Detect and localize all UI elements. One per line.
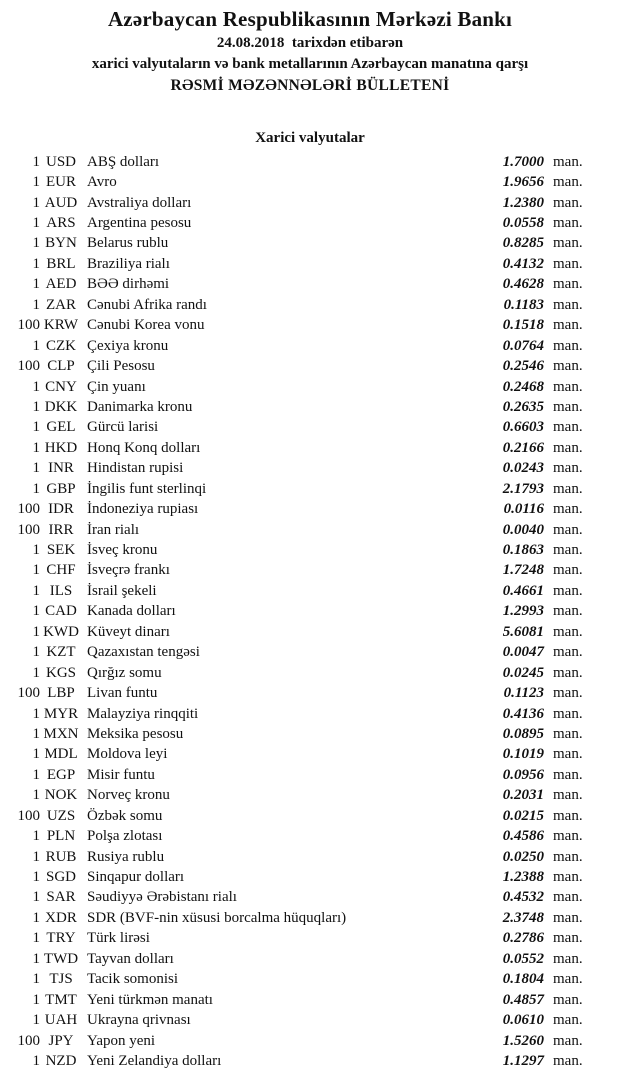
currency-name-cell: Tacik somonisi <box>87 971 179 988</box>
quantity-cell: 1 <box>32 439 40 456</box>
rate-cell: 1.7248 <box>502 562 544 579</box>
bank-title: Azərbaycan Respublikasının Mərkəzi Bankı <box>107 7 513 31</box>
rate-cell: 1.5260 <box>502 1032 544 1049</box>
rate-cell: 0.1863 <box>502 542 544 559</box>
currency-name-cell: İsrail şekeli <box>87 582 157 599</box>
rate-cell: 0.0610 <box>502 1012 544 1029</box>
rate-cell: 1.2380 <box>502 194 544 211</box>
table-row <box>0 622 620 642</box>
rate-cell: 0.0243 <box>502 460 544 477</box>
unit-cell: man. <box>553 930 583 947</box>
currency-name-cell: Qırğız somu <box>87 664 162 681</box>
table-row <box>0 520 620 540</box>
currency-code-cell: MDL <box>44 746 78 763</box>
currency-code-cell: NZD <box>45 1052 77 1069</box>
bulletin-header <box>0 0 620 96</box>
currency-name-cell: Cənubi Korea vonu <box>87 317 205 334</box>
unit-cell: man. <box>553 746 583 763</box>
rate-cell: 0.4132 <box>502 255 544 272</box>
rate-cell: 0.6603 <box>502 419 544 436</box>
unit-cell: man. <box>553 194 583 211</box>
table-row <box>0 438 620 458</box>
currency-name-cell: Hindistan rupisi <box>87 460 184 477</box>
currency-code-cell: TRY <box>46 930 76 947</box>
table-row <box>0 561 620 581</box>
currency-code-cell: PLN <box>46 828 76 845</box>
currency-code-cell: AUD <box>44 194 78 211</box>
quantity-cell: 1 <box>32 235 40 252</box>
table-row <box>0 683 620 703</box>
currency-code-cell: KWD <box>43 623 79 640</box>
quantity-cell: 100 <box>17 1032 40 1049</box>
currency-code-cell: DKK <box>44 398 78 415</box>
currency-code-cell: ILS <box>49 582 73 599</box>
table-row <box>0 193 620 213</box>
currency-code-cell: CNY <box>45 378 77 395</box>
table-row <box>0 724 620 744</box>
table-row <box>0 397 620 417</box>
rate-cell: 0.1804 <box>502 971 544 988</box>
rate-cell: 0.2468 <box>502 378 544 395</box>
table-row <box>0 213 620 233</box>
quantity-cell: 1 <box>32 766 40 783</box>
table-row <box>0 1010 620 1030</box>
unit-cell: man. <box>553 971 583 988</box>
currency-name-cell: Ukrayna qrivnası <box>87 1012 191 1029</box>
currency-name-cell: Sinqapur dolları <box>87 869 185 886</box>
unit-cell: man. <box>553 378 583 395</box>
rate-cell: 0.0116 <box>503 501 544 518</box>
rate-cell: 0.2166 <box>502 439 544 456</box>
currency-name-cell: Səudiyyə Ərəbistanı rialı <box>87 889 237 906</box>
table-row <box>0 234 620 254</box>
currency-name-cell: Özbək somu <box>87 807 163 824</box>
unit-cell: man. <box>553 787 583 804</box>
rate-cell: 1.2388 <box>502 869 544 886</box>
currency-code-cell: CZK <box>46 337 76 354</box>
quantity-cell: 100 <box>17 807 40 824</box>
quantity-cell: 1 <box>32 460 40 477</box>
rate-cell: 1.2993 <box>502 603 544 620</box>
currency-name-cell: İndoneziya rupiası <box>87 501 199 518</box>
currency-code-cell: USD <box>45 153 76 170</box>
rate-cell: 0.0956 <box>502 766 544 783</box>
table-row <box>0 540 620 560</box>
rate-cell: 0.1123 <box>503 685 544 702</box>
unit-cell: man. <box>553 276 583 293</box>
rate-cell: 0.2635 <box>502 398 544 415</box>
table-row <box>0 499 620 519</box>
currency-code-cell: ZAR <box>46 296 76 313</box>
quantity-cell: 1 <box>32 153 40 170</box>
unit-cell: man. <box>553 603 583 620</box>
currency-name-cell: Çili Pesosu <box>87 358 155 375</box>
currency-code-cell: AED <box>45 276 77 293</box>
unit-cell: man. <box>553 439 583 456</box>
currency-code-cell: KRW <box>43 317 79 334</box>
unit-cell: man. <box>553 889 583 906</box>
quantity-cell: 1 <box>32 848 40 865</box>
currency-code-cell: EUR <box>46 174 76 191</box>
currency-code-cell: TWD <box>43 950 79 967</box>
rate-cell: 2.3748 <box>502 909 544 926</box>
quantity-cell: 1 <box>32 398 40 415</box>
unit-cell: man. <box>553 685 583 702</box>
unit-cell: man. <box>553 705 583 722</box>
unit-cell: man. <box>553 480 583 497</box>
unit-cell: man. <box>553 153 583 170</box>
table-row <box>0 847 620 867</box>
quantity-cell: 1 <box>32 909 40 926</box>
currency-name-cell: SDR (BVF-nin xüsusi borcalma hüquqları) <box>87 909 347 926</box>
currency-name-cell: Livan funtu <box>87 685 158 702</box>
unit-cell: man. <box>553 398 583 415</box>
currency-name-cell: İsveç kronu <box>87 542 158 559</box>
currency-name-cell: Cənubi Afrika randı <box>87 296 207 313</box>
quantity-cell: 1 <box>32 378 40 395</box>
currency-name-cell: Honq Konq dolları <box>87 439 201 456</box>
currency-code-cell: HKD <box>44 439 78 456</box>
quantity-cell: 1 <box>32 603 40 620</box>
currency-name-cell: Yeni Zelandiya dolları <box>87 1052 222 1069</box>
unit-cell: man. <box>553 174 583 191</box>
currency-code-cell: SEK <box>46 542 76 559</box>
currency-name-cell: Moldova leyi <box>87 746 168 763</box>
rate-cell: 0.0047 <box>502 644 544 661</box>
rate-cell: 0.4136 <box>502 705 544 722</box>
unit-cell: man. <box>553 1032 583 1049</box>
currency-name-cell: ABŞ dolları <box>87 153 160 170</box>
table-row <box>0 888 620 908</box>
unit-cell: man. <box>553 623 583 640</box>
unit-cell: man. <box>553 766 583 783</box>
unit-cell: man. <box>553 950 583 967</box>
rate-cell: 0.1019 <box>502 746 544 763</box>
quantity-cell: 1 <box>32 419 40 436</box>
currency-code-cell: RUB <box>45 848 77 865</box>
rate-cell: 0.1518 <box>502 317 544 334</box>
rate-cell: 0.4857 <box>502 991 544 1008</box>
currency-name-cell: Norveç kronu <box>87 787 170 804</box>
quantity-cell: 1 <box>32 664 40 681</box>
table-row <box>0 1031 620 1051</box>
currency-name-cell: Küveyt dinarı <box>87 623 170 640</box>
currency-code-cell: GBP <box>46 480 76 497</box>
currency-code-cell: NOK <box>44 787 78 804</box>
rate-cell: 0.0040 <box>502 521 544 538</box>
unit-cell: man. <box>553 991 583 1008</box>
rate-cell: 0.4661 <box>502 582 544 599</box>
table-row <box>0 826 620 846</box>
table-row <box>0 806 620 826</box>
table-row <box>0 418 620 438</box>
currency-name-cell: Polşa zlotası <box>87 828 163 845</box>
table-row <box>0 929 620 949</box>
quantity-cell: 1 <box>32 542 40 559</box>
currency-name-cell: Kanada dolları <box>87 603 176 620</box>
currency-name-cell: Çin yuanı <box>87 378 146 395</box>
rate-cell: 0.8285 <box>502 235 544 252</box>
section-title-foreign-currencies: Xarici valyutalar <box>255 130 365 146</box>
quantity-cell: 1 <box>32 562 40 579</box>
table-row <box>0 377 620 397</box>
unit-cell: man. <box>553 235 583 252</box>
rate-cell: 1.7000 <box>502 153 544 170</box>
currency-name-cell: Çexiya kronu <box>87 337 169 354</box>
currency-code-cell: EGP <box>46 766 76 783</box>
table-row <box>0 704 620 724</box>
quantity-cell: 1 <box>32 991 40 1008</box>
table-row <box>0 970 620 990</box>
bulletin-subtitle: xarici valyutaların və bank metallarının Azərbaycan manatına qarşı <box>91 56 529 72</box>
currency-code-cell: JPY <box>48 1032 74 1049</box>
quantity-cell: 1 <box>32 194 40 211</box>
currency-code-cell: ARS <box>46 215 76 232</box>
currency-name-cell: İngilis funt sterlinqi <box>87 480 207 497</box>
rate-cell: 0.2786 <box>502 930 544 947</box>
currency-code-cell: CAD <box>45 603 77 620</box>
currency-code-cell: SAR <box>46 889 76 906</box>
table-row <box>0 316 620 336</box>
currency-code-cell: KZT <box>46 644 76 661</box>
currency-name-cell: BƏƏ dirhəmi <box>87 276 170 293</box>
table-row <box>0 172 620 192</box>
table-row <box>0 459 620 479</box>
unit-cell: man. <box>553 317 583 334</box>
unit-cell: man. <box>553 848 583 865</box>
currency-name-cell: Türk lirəsi <box>87 930 150 947</box>
currency-code-cell: INR <box>48 460 74 477</box>
unit-cell: man. <box>553 542 583 559</box>
currency-name-cell: Qazaxıstan tengəsi <box>87 644 200 661</box>
quantity-cell: 1 <box>32 582 40 599</box>
quantity-cell: 1 <box>32 215 40 232</box>
currency-code-cell: UAH <box>44 1012 78 1029</box>
quantity-cell: 1 <box>32 889 40 906</box>
currency-name-cell: Avro <box>87 174 117 191</box>
currency-name-cell: Yapon yeni <box>87 1032 156 1049</box>
table-row <box>0 152 620 172</box>
quantity-cell: 100 <box>17 685 40 702</box>
quantity-cell: 1 <box>32 971 40 988</box>
quantity-cell: 1 <box>32 296 40 313</box>
quantity-cell: 1 <box>32 950 40 967</box>
rate-cell: 0.2031 <box>502 787 544 804</box>
rate-cell: 0.2546 <box>502 358 544 375</box>
rate-cell: 0.0245 <box>502 664 544 681</box>
currency-code-cell: CHF <box>46 562 76 579</box>
currency-name-cell: Belarus rublu <box>87 235 169 252</box>
table-row <box>0 275 620 295</box>
quantity-cell: 1 <box>32 828 40 845</box>
quantity-cell: 1 <box>32 337 40 354</box>
currency-code-cell: BYN <box>45 235 77 252</box>
unit-cell: man. <box>553 725 583 742</box>
table-row <box>0 336 620 356</box>
quantity-cell: 1 <box>32 1052 40 1069</box>
currency-code-cell: SGD <box>45 869 76 886</box>
table-row <box>0 479 620 499</box>
currency-code-cell: CLP <box>47 358 75 375</box>
currency-name-cell: Meksika pesosu <box>87 725 184 742</box>
unit-cell: man. <box>553 501 583 518</box>
currency-code-cell: KGS <box>45 664 76 681</box>
table-row <box>0 356 620 376</box>
rate-cell: 5.6081 <box>502 623 544 640</box>
currency-code-cell: XDR <box>45 909 77 926</box>
unit-cell: man. <box>553 296 583 313</box>
unit-cell: man. <box>553 909 583 926</box>
currency-code-cell: UZS <box>46 807 76 824</box>
table-row <box>0 908 620 928</box>
unit-cell: man. <box>553 562 583 579</box>
table-row <box>0 786 620 806</box>
unit-cell: man. <box>553 255 583 272</box>
table-row <box>0 254 620 274</box>
table-row <box>0 602 620 622</box>
bulletin-title: RƏSMİ MƏZƏNNƏLƏRİ BÜLLETENİ <box>170 77 450 94</box>
table-row <box>0 867 620 887</box>
unit-cell: man. <box>553 1052 583 1069</box>
unit-cell: man. <box>553 215 583 232</box>
currency-name-cell: Misir funtu <box>87 766 155 783</box>
currency-name-cell: Danimarka kronu <box>87 398 193 415</box>
exchange-rates-table <box>0 152 620 1072</box>
currency-name-cell: Malayziya rinqqiti <box>87 705 199 722</box>
quantity-cell: 100 <box>17 521 40 538</box>
unit-cell: man. <box>553 419 583 436</box>
rate-cell: 0.4628 <box>502 276 544 293</box>
quantity-cell: 1 <box>32 725 40 742</box>
quantity-cell: 1 <box>32 480 40 497</box>
rate-cell: 0.4532 <box>502 889 544 906</box>
quantity-cell: 1 <box>32 1012 40 1029</box>
rate-cell: 0.1183 <box>503 296 544 313</box>
quantity-cell: 1 <box>32 276 40 293</box>
table-row <box>0 581 620 601</box>
quantity-cell: 1 <box>32 255 40 272</box>
currency-name-cell: Rusiya rublu <box>87 848 165 865</box>
quantity-cell: 1 <box>32 174 40 191</box>
unit-cell: man. <box>553 664 583 681</box>
currency-name-cell: İsveçrə frankı <box>87 562 170 579</box>
quantity-cell: 1 <box>32 705 40 722</box>
quantity-cell: 100 <box>17 501 40 518</box>
unit-cell: man. <box>553 807 583 824</box>
table-row <box>0 990 620 1010</box>
currency-name-cell: Yeni türkmən manatı <box>87 991 213 1008</box>
currency-code-cell: GEL <box>46 419 76 436</box>
currency-name-cell: Avstraliya dolları <box>87 194 192 211</box>
currency-code-cell: MXN <box>43 725 79 742</box>
table-row <box>0 643 620 663</box>
currency-name-cell: Gürcü larisi <box>87 419 159 436</box>
quantity-cell: 1 <box>32 930 40 947</box>
currency-code-cell: IRR <box>48 521 74 538</box>
unit-cell: man. <box>553 582 583 599</box>
quantity-cell: 100 <box>17 317 40 334</box>
currency-name-cell: İran rialı <box>87 521 140 538</box>
quantity-cell: 1 <box>32 869 40 886</box>
unit-cell: man. <box>553 358 583 375</box>
currency-code-cell: TJS <box>49 971 73 988</box>
quantity-cell: 1 <box>32 746 40 763</box>
unit-cell: man. <box>553 521 583 538</box>
currency-name-cell: Tayvan dolları <box>87 950 174 967</box>
rate-cell: 0.0215 <box>502 807 544 824</box>
currency-code-cell: LBP <box>47 685 75 702</box>
rate-cell: 0.4586 <box>502 828 544 845</box>
unit-cell: man. <box>553 828 583 845</box>
quantity-cell: 1 <box>32 623 40 640</box>
unit-cell: man. <box>553 1012 583 1029</box>
rate-cell: 1.9656 <box>502 174 544 191</box>
table-row <box>0 745 620 765</box>
currency-name-cell: Braziliya rialı <box>87 255 170 272</box>
unit-cell: man. <box>553 869 583 886</box>
table-row <box>0 949 620 969</box>
quantity-cell: 1 <box>32 644 40 661</box>
currency-code-cell: IDR <box>48 501 74 518</box>
unit-cell: man. <box>553 337 583 354</box>
table-row <box>0 1051 620 1071</box>
currency-code-cell: TMT <box>45 991 77 1008</box>
rate-cell: 0.0764 <box>502 337 544 354</box>
unit-cell: man. <box>553 460 583 477</box>
rate-cell: 0.0895 <box>502 725 544 742</box>
currency-code-cell: BRL <box>46 255 76 272</box>
currency-code-cell: MYR <box>43 705 79 722</box>
rate-cell: 2.1793 <box>502 480 544 497</box>
quantity-cell: 1 <box>32 787 40 804</box>
rate-cell: 0.0250 <box>502 848 544 865</box>
quantity-cell: 100 <box>17 358 40 375</box>
effective-date-line: 24.08.2018 tarixdən etibarən <box>216 35 404 51</box>
table-row <box>0 765 620 785</box>
currency-name-cell: Argentina pesosu <box>87 215 192 232</box>
rate-cell: 0.0558 <box>502 215 544 232</box>
unit-cell: man. <box>553 644 583 661</box>
table-row <box>0 295 620 315</box>
rate-cell: 0.0552 <box>502 950 544 967</box>
table-row <box>0 663 620 683</box>
rate-cell: 1.1297 <box>502 1052 544 1069</box>
